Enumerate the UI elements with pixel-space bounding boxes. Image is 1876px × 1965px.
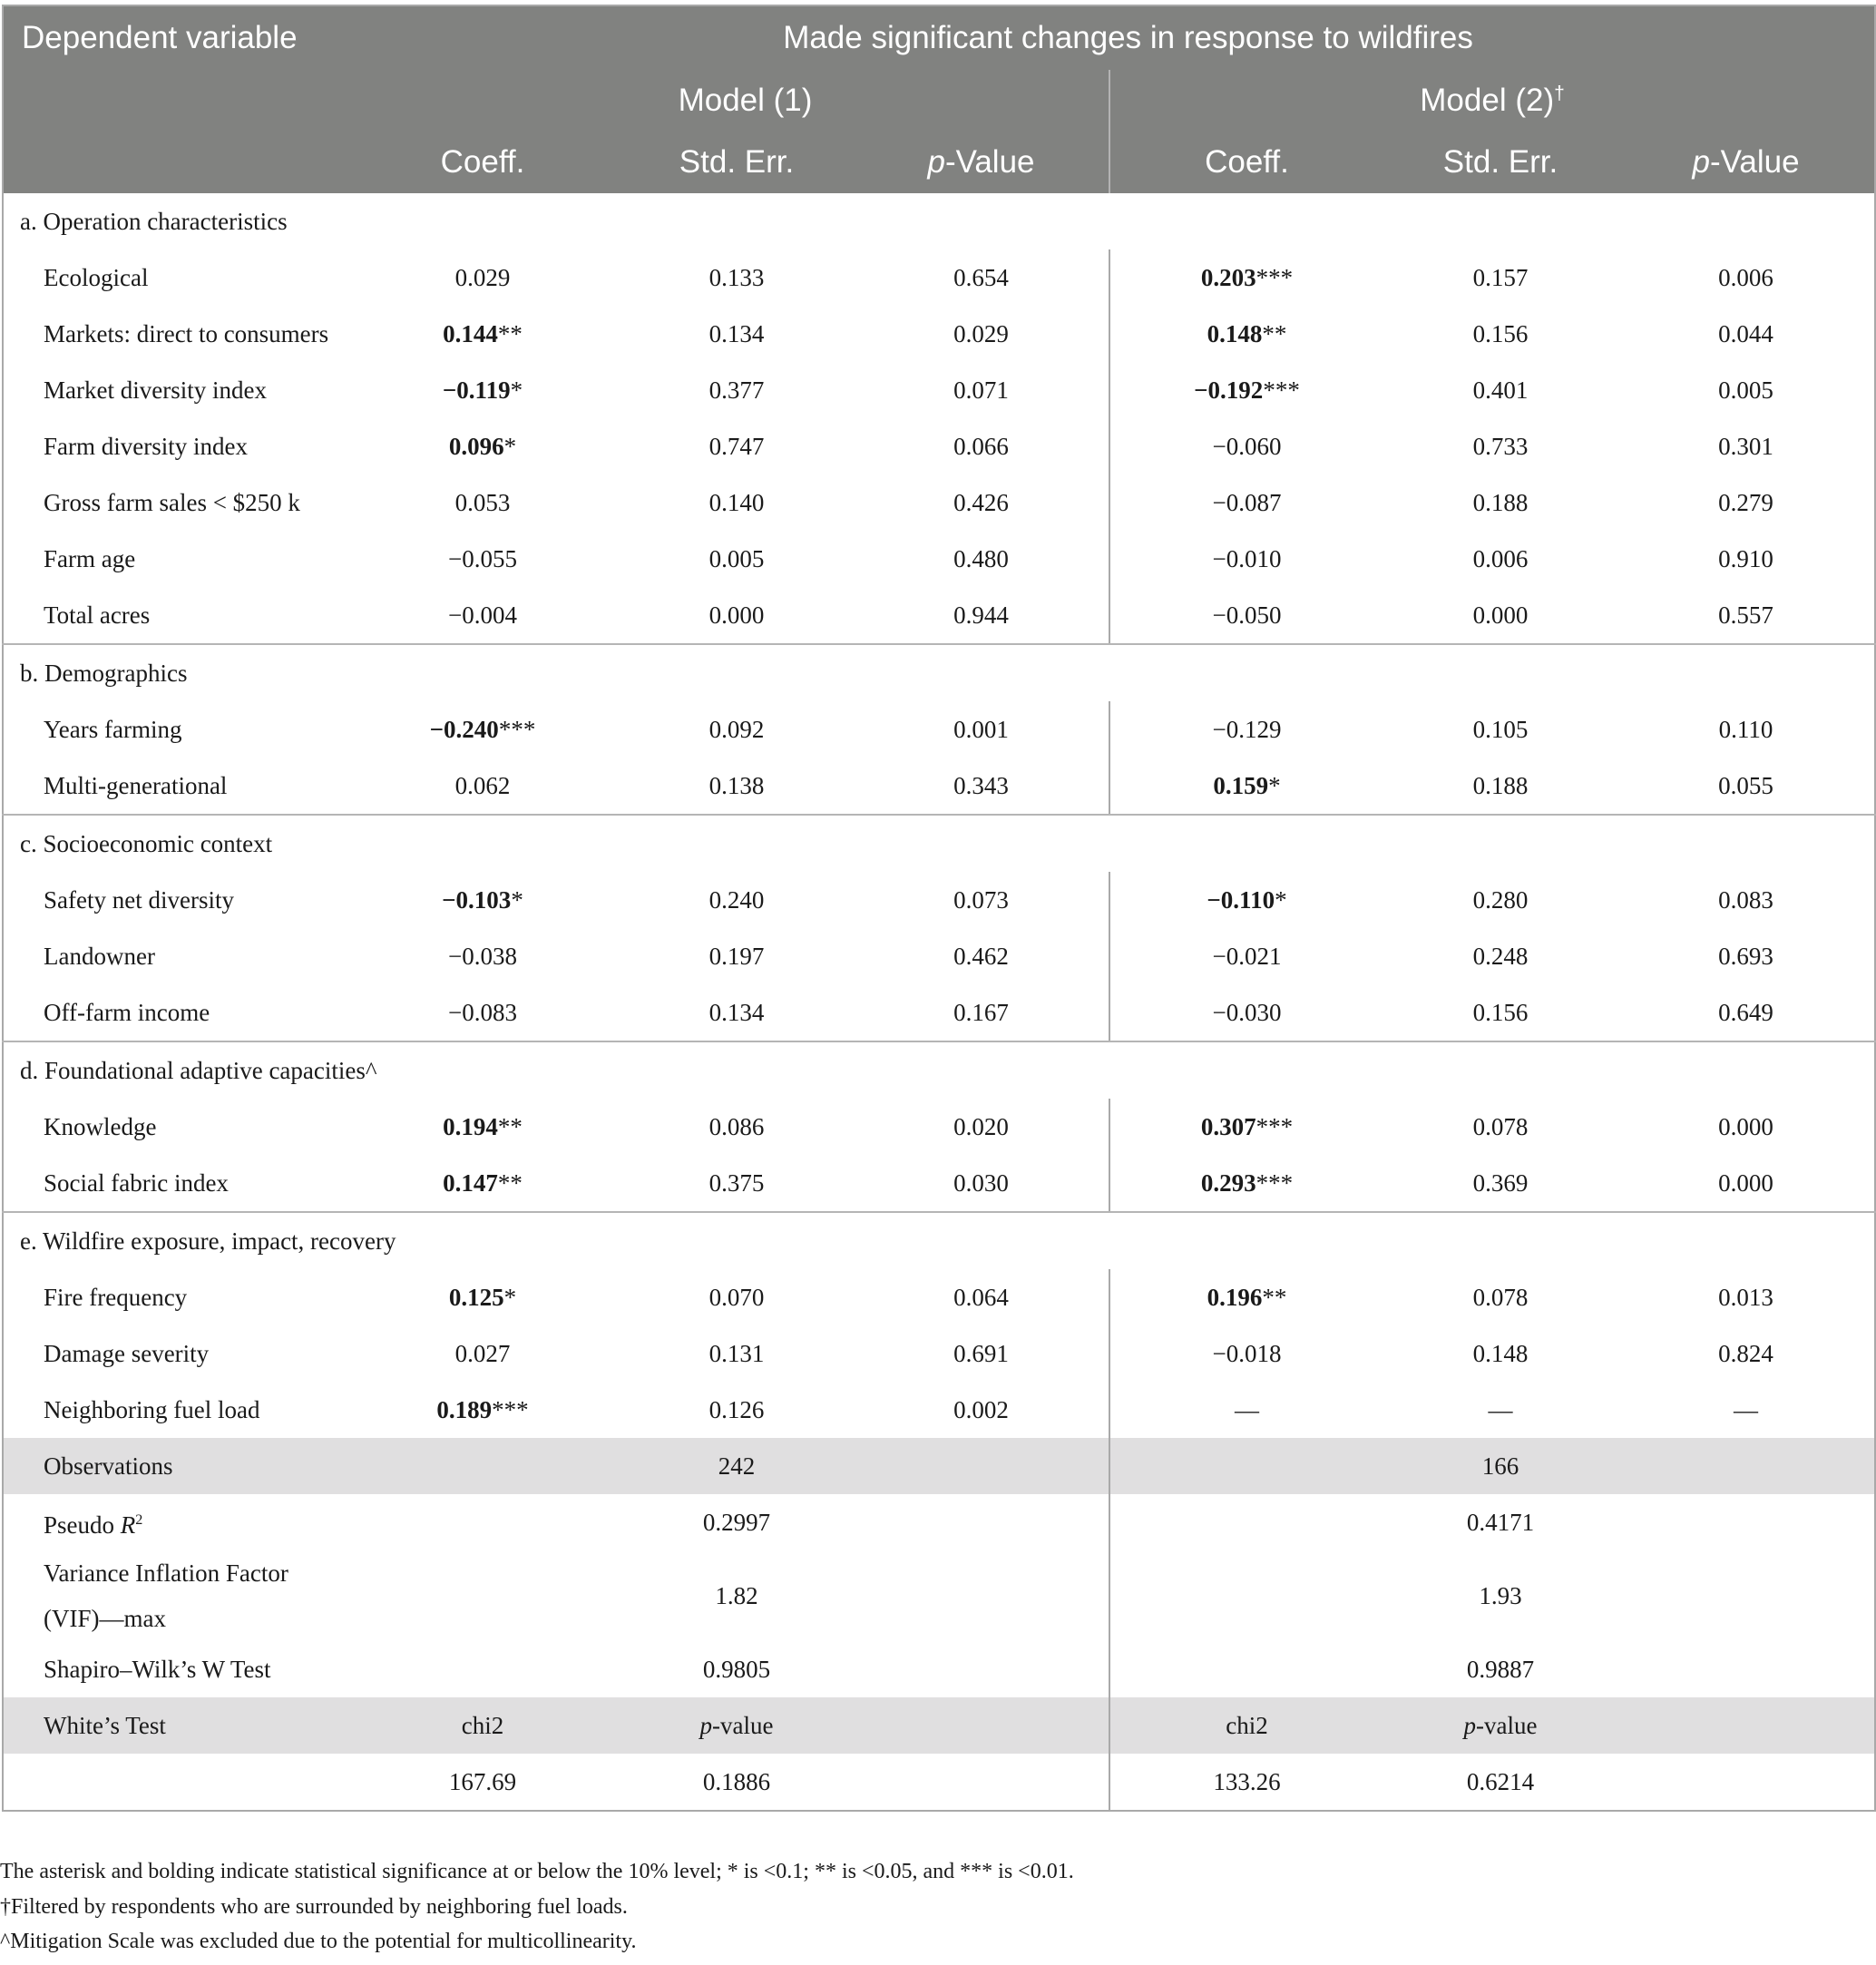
model1-coeff [382,701,583,758]
model1-coeff [382,758,583,815]
footnote-filter: †Filtered by respondents who are surrounded by neighboring fuel loads. [0,1895,628,1919]
table-row [3,928,1875,984]
coefficient-value: −0.087 [1212,488,1282,516]
model1-std-err: 0.131 [708,1339,765,1367]
model1-std-err: 0.005 [708,544,765,572]
model1-std-err: 0.134 [583,984,890,1041]
p-italic: p [699,1711,713,1739]
model2-p-value: 0.000 [1617,1155,1875,1212]
model1-std-err: 0.747 [708,432,765,460]
row-label: Variance Inflation Factor (VIF)—max [44,1559,288,1632]
model2-coeff [1109,758,1383,815]
model2-std-err: 0.733 [1472,432,1529,460]
table-row [3,1382,1875,1438]
model2-coeff [1109,1494,1383,1550]
model1-p-value [890,1550,1109,1641]
model1-std-err: 0.197 [708,942,765,970]
model2-coeff [1109,531,1383,587]
model1-coeff [382,418,583,474]
model1-std-err: 0.375 [583,1155,890,1212]
significance-stars: *** [498,715,536,743]
model2-std-err: 0.156 [1472,319,1529,347]
model1-std-err: 242 [583,1438,890,1494]
coefficient-value: 0.144 [443,319,498,347]
significance-stars: *** [1256,263,1294,291]
model1-p-value: 0.167 [890,984,1109,1041]
model2-coeff [1109,1438,1383,1494]
p-italic: p [1463,1711,1477,1739]
model2-coeff [1109,1550,1383,1641]
table-row [3,872,1875,928]
model2-coeff [1109,701,1383,758]
section-title: e. Wildfire exposure, impact, recovery [20,1227,396,1255]
table-row [3,984,1875,1041]
model1-p-value [890,1754,1109,1811]
significance-stars: *** [492,1395,529,1423]
coefficient-value: 0.125 [448,1283,504,1311]
model2-coeff [1109,249,1383,306]
model2-coeff [1109,1641,1383,1697]
stats-row [3,1494,1875,1550]
coefficient-value: −0.010 [1212,544,1282,572]
model1-std-err: 0.2997 [702,1508,771,1536]
model1-p-value: 0.073 [953,885,1009,914]
model1-coeff [382,872,583,928]
row-label [3,1494,382,1550]
section-title: c. Socioeconomic context [20,829,273,857]
significance-stars: ** [497,1112,523,1140]
model1-coeff: chi2 [382,1697,583,1754]
model1-std-err: 0.1886 [702,1767,771,1795]
col-coeff-2: Coeff. [1109,132,1383,193]
model2-p-value [1617,1438,1875,1494]
col-stderr-2: Std. Err. [1383,132,1617,193]
model1-p-value [890,1438,1109,1494]
model1-p-value: 0.343 [890,758,1109,815]
col-stderr-1: Std. Err. [583,132,890,193]
model2-std-err: 0.248 [1472,942,1529,970]
significance-stars: * [510,376,523,404]
coefficient-value: −0.110 [1207,885,1275,914]
model1-p-value: 0.654 [953,263,1009,291]
model1-p-value: 0.064 [953,1283,1009,1311]
model1-std-err: 0.240 [708,885,765,914]
model2-p-value: 0.557 [1617,587,1875,644]
row-label: Shapiro–Wilk’s W Test [44,1656,271,1683]
coefficient-value: −0.055 [448,544,517,572]
table-row [3,701,1875,758]
row-label: Social fabric index [3,1155,382,1212]
model1-p-value [890,1641,1109,1697]
model2-std-err: 0.401 [1472,376,1529,404]
row-label: Knowledge [44,1113,157,1140]
model1-std-err: 0.9805 [702,1655,771,1683]
model1-coeff [382,1269,583,1325]
section-title: a. Operation characteristics [20,207,288,235]
model2-std-err: 0.148 [1472,1339,1529,1367]
significance-stars: * [1275,885,1287,914]
significance-stars: ** [497,319,523,347]
coefficient-value: 0.027 [454,1339,511,1367]
model2-header: Model (2)† [1109,70,1875,132]
model2-p-value: 0.083 [1718,885,1773,914]
model1-p-value: 0.002 [953,1395,1009,1423]
stats-row [3,1697,1875,1754]
coefficient-value: 0.029 [454,263,511,291]
section-header [3,644,1875,701]
model1-std-err: 0.133 [708,263,765,291]
col-pvalue-2: p-Value [1617,132,1875,193]
model1-p-value: 0.480 [953,544,1009,572]
coefficient-value: 0.159 [1213,771,1269,799]
model2-p-value [1617,1494,1875,1550]
model1-std-err: 0.140 [708,488,765,516]
model2-coeff [1109,306,1383,362]
model2-p-value: 0.693 [1718,942,1773,970]
model2-coeff [1109,418,1383,474]
model1-coeff [382,587,583,644]
model2-std-err: 0.4171 [1466,1508,1535,1536]
row-label: Observations [3,1438,382,1494]
coefficient-value: −0.103 [442,885,512,914]
table-row [3,531,1875,587]
model1-coeff [382,474,583,531]
model2-std-err: 0.188 [1383,758,1617,815]
coefficient-value: −0.004 [448,601,517,629]
model2-p-value: 0.000 [1718,1112,1773,1140]
coefficient-value: −0.083 [448,998,517,1026]
coefficient-value: 0.147 [443,1168,498,1197]
section-title: b. Demographics [20,659,188,687]
model2-std-err: — [1488,1395,1513,1423]
model2-std-err: 1.93 [1479,1581,1522,1609]
significance-stars: *** [1256,1168,1294,1197]
model1-p-value: 0.020 [953,1112,1009,1140]
model2-std-err: 0.105 [1472,715,1529,743]
table-row [3,1155,1875,1212]
model1-p-value: 0.001 [953,715,1009,743]
model2-p-value: 0.006 [1718,263,1773,291]
regression-results-table [2,5,1876,1812]
model1-coeff [382,1550,583,1641]
table-row [3,418,1875,474]
model2-p-value: 0.055 [1617,758,1875,815]
coefficient-value: −0.018 [1212,1339,1282,1367]
model1-p-value: 0.030 [890,1155,1109,1212]
significance-stars: ** [497,1168,523,1197]
model2-p-value: 0.301 [1718,432,1773,460]
coefficient-value: −0.192 [1194,376,1264,404]
model2-p-value: 0.279 [1718,488,1773,516]
model2-p-value: — [1734,1395,1759,1423]
model2-coeff: 133.26 [1109,1754,1383,1811]
model1-coeff [382,1438,583,1494]
row-label: Neighboring fuel load [44,1396,260,1423]
model1-coeff [382,306,583,362]
model1-p-value: 0.071 [953,376,1009,404]
coefficient-value: 0.148 [1207,319,1263,347]
model1-header: Model (1) [382,70,1109,132]
footnote-mitigation: ^Mitigation Scale was excluded due to the potential for multicollinearity. [0,1930,637,1953]
dependent-variable-label: Dependent variable [3,5,382,70]
significance-stars: ** [1262,319,1287,347]
row-label: Farm age [44,545,136,572]
model2-p-value: 0.824 [1718,1339,1773,1367]
coefficient-value: −0.060 [1212,432,1282,460]
model1-std-err: 0.126 [708,1395,765,1423]
model2-p-value [1617,1641,1875,1697]
table-row [3,474,1875,531]
significance-stars: * [503,432,517,460]
coefficient-value: −0.129 [1212,715,1282,743]
significance-stars: * [1268,771,1281,799]
model2-p-value [1617,1754,1875,1811]
r-italic: R [120,1511,136,1539]
coefficient-value: 0.194 [443,1112,498,1140]
model2-p-value: 0.910 [1718,544,1773,572]
model1-coeff [382,984,583,1041]
model1-coeff [382,928,583,984]
row-label: Markets: direct to consumers [44,320,329,347]
model1-coeff [382,1155,583,1212]
model1-coeff [382,1382,583,1438]
model2-std-err: 0.369 [1383,1155,1617,1212]
model1-std-err: 0.138 [583,758,890,815]
col-coeff-1: Coeff. [382,132,583,193]
model1-std-err: 1.82 [715,1581,758,1609]
coefficient-value: −0.030 [1212,998,1282,1026]
stats-row [3,1438,1875,1494]
table-row [3,249,1875,306]
value-label: -value [1476,1711,1538,1739]
coefficient-value: 0.053 [454,488,511,516]
significance-stars: *** [1256,1112,1294,1140]
significance-stars: * [503,1283,517,1311]
row-label: Total acres [3,587,382,644]
stats-row [3,1550,1875,1641]
section-header [3,193,1875,249]
coefficient-value: −0.240 [429,715,499,743]
model1-std-err: 0.092 [708,715,765,743]
model2-std-err: 0.156 [1383,984,1617,1041]
footnote-significance: The asterisk and bolding indicate statistical significance at or below the 10% level; * is <0.1; ** is <0.05, and *** is <0.01. [0,1860,1074,1883]
model2-coeff [1109,984,1383,1041]
table-row [3,1325,1875,1382]
row-label: Gross farm sales < $250 k [44,489,300,516]
model2-coeff [1109,1382,1383,1438]
stats-row [3,1641,1875,1697]
significance-stars: * [511,885,523,914]
model2-coeff [1109,872,1383,928]
model1-std-err: 0.070 [708,1283,765,1311]
superscript: 2 [135,1511,143,1528]
row-label: Multi-generational [3,758,382,815]
model2-std-err: 0.006 [1472,544,1529,572]
table-row [3,306,1875,362]
row-label: Damage severity [44,1340,210,1367]
section-header [3,1212,1875,1269]
section-title: d. Foundational adaptive capacities^ [20,1056,377,1084]
model1-std-err: 0.134 [708,319,765,347]
significance-stars: ** [1262,1283,1287,1311]
coefficient-value: −0.021 [1212,942,1282,970]
model1-p-value: 0.944 [890,587,1109,644]
coefficient-value: −0.038 [448,942,517,970]
table-row [3,1269,1875,1325]
table-row [3,587,1875,644]
model2-std-err: 0.078 [1472,1283,1529,1311]
table-row [3,758,1875,815]
coefficient-value: 0.293 [1200,1168,1256,1197]
model2-p-value: 0.110 [1718,715,1773,743]
model2-std-err: 0.000 [1383,587,1617,644]
model1-coeff [382,1325,583,1382]
label-text: Pseudo [44,1511,121,1539]
model2-p-value [1617,1550,1875,1641]
model2-p-value: 0.013 [1718,1283,1773,1311]
model1-coeff [382,1641,583,1697]
model2-coeff [1109,1269,1383,1325]
model1-std-err [583,1697,890,1754]
model2-std-err: 0.280 [1472,885,1529,914]
col-pvalue-1: p-Value [890,132,1109,193]
coefficient-value: 0.196 [1207,1283,1263,1311]
model1-p-value [890,1494,1109,1550]
coefficient-value: −0.050 [1212,601,1282,629]
model1-p-value [890,1697,1109,1754]
model2-std-err: 0.078 [1472,1112,1529,1140]
model1-p-value: 0.066 [953,432,1009,460]
coefficient-value: 0.203 [1200,263,1256,291]
row-label: Farm diversity index [44,433,248,460]
coefficient-value: 0.307 [1200,1112,1256,1140]
section-header [3,1041,1875,1099]
model2-std-err: 0.157 [1472,263,1529,291]
model1-std-err: 0.000 [583,587,890,644]
significance-stars: *** [1263,376,1300,404]
dependent-variable-value: Made significant changes in response to wildfires [382,5,1875,70]
model2-p-value: 0.005 [1718,376,1773,404]
model2-coeff [1109,587,1383,644]
row-label [3,1754,382,1811]
model1-std-err: 0.086 [708,1112,765,1140]
coefficient-value: −0.119 [442,376,511,404]
model1-coeff [382,362,583,418]
model2-std-err: 0.9887 [1466,1655,1535,1683]
model1-coeff [382,1494,583,1550]
row-label: Off-farm income [3,984,382,1041]
row-label: Ecological [44,264,149,291]
model2-coeff [1109,474,1383,531]
section-header [3,815,1875,872]
table-row [3,1099,1875,1155]
model1-coeff [382,531,583,587]
row-label: Landowner [44,943,155,970]
row-label: Years farming [44,716,182,743]
model2-coeff: chi2 [1109,1697,1383,1754]
model1-coeff [382,1099,583,1155]
model1-coeff: 167.69 [448,1767,517,1795]
model1-coeff [382,249,583,306]
table-row [3,362,1875,418]
model2-coeff [1109,1325,1383,1382]
model2-std-err [1383,1697,1617,1754]
model2-coeff [1109,928,1383,984]
model2-p-value: 0.649 [1617,984,1875,1041]
coefficient-value: 0.096 [448,432,504,460]
model1-p-value: 0.462 [953,942,1009,970]
model1-p-value: 0.691 [953,1339,1009,1367]
row-label: Fire frequency [44,1284,188,1311]
model1-std-err: 0.377 [708,376,765,404]
value-label: -value [712,1711,774,1739]
coefficient-value: 0.189 [436,1395,493,1423]
row-label: White’s Test [3,1697,382,1754]
model2-p-value: 0.044 [1718,319,1773,347]
model2-std-err: 166 [1383,1438,1617,1494]
row-label: Safety net diversity [44,886,234,914]
model2-std-err: 0.6214 [1466,1767,1535,1795]
stats-row [3,1754,1875,1811]
model1-p-value: 0.029 [953,319,1009,347]
model2-coeff [1109,1099,1383,1155]
model2-coeff [1109,1155,1383,1212]
model2-std-err: 0.188 [1472,488,1529,516]
coefficient-value: 0.062 [454,771,511,799]
row-label: Market diversity index [44,376,267,404]
model2-coeff [1109,362,1383,418]
model1-p-value: 0.426 [953,488,1009,516]
model2-p-value [1617,1697,1875,1754]
coefficient-value: — [1235,1395,1259,1423]
